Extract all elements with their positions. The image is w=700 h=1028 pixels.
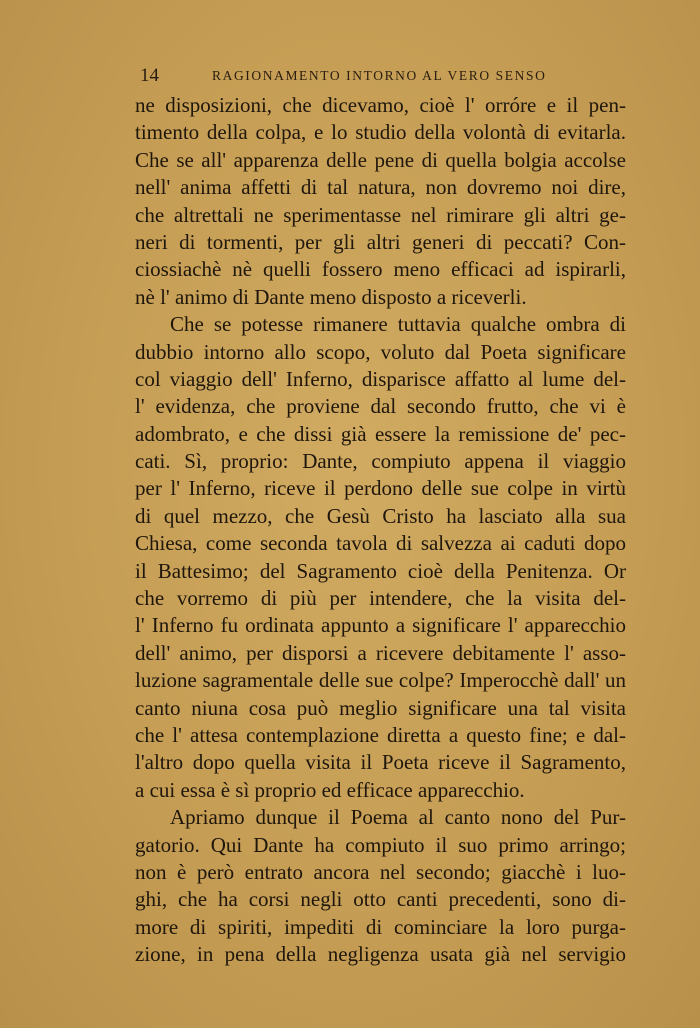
text-line: Che se all' apparenza delle pene di quella bolgia accolse xyxy=(135,147,626,172)
running-title: RAGIONAMENTO INTORNO AL VERO SENSO xyxy=(212,68,547,83)
text-line: che vorremo di più per intendere, che la visita del- xyxy=(135,586,626,611)
running-head xyxy=(140,64,620,88)
text-line: luzione sagramentale delle sue colpe? Imperocchè dall' un xyxy=(135,668,626,693)
text-line: che l' attesa contemplazione diretta a questo fine; e dal- xyxy=(135,722,626,747)
text-line: dubbio intorno allo scopo, voluto dal Poeta significare xyxy=(135,339,626,364)
text-line: per l' Inferno, riceve il perdono delle sue colpe in virtù xyxy=(135,476,626,501)
text-line: timento della colpa, e lo studio della volontà di evitarla. xyxy=(135,120,626,145)
text-line: more di spiriti, impediti di cominciare la loro purga- xyxy=(135,914,626,939)
page-number: 14 xyxy=(140,65,159,86)
text-line: l' evidenza, che proviene dal secondo frutto, che vi è xyxy=(135,394,626,419)
body-text xyxy=(135,92,626,969)
text-line: Apriamo dunque il Poema al canto nono del Pur- xyxy=(170,805,626,830)
text-line: Chiesa, come seconda tavola di salvezza ai caduti dopo xyxy=(135,531,626,556)
text-line: ciossiachè nè quelli fossero meno efficaci ad ispirarli, xyxy=(135,257,626,282)
text-line: nell' anima affetti di tal natura, non dovremo noi dire, xyxy=(135,175,626,200)
text-line: di quel mezzo, che Gesù Cristo ha lasciato alla sua xyxy=(135,503,626,528)
text-line: non è però entrato ancora nel secondo; giacchè i luo- xyxy=(135,859,626,884)
text-line: ghi, che ha corsi negli otto canti precedenti, sono di- xyxy=(135,887,626,912)
text-line: a cui essa è sì proprio ed efficace apparecchio. xyxy=(135,777,525,802)
text-line: Che se potesse rimanere tuttavia qualche ombra di xyxy=(170,312,626,337)
text-line: l' Inferno fu ordinata appunto a significare l' apparecchio xyxy=(135,613,626,638)
text-line: l'altro dopo quella visita il Poeta riceve il Sagramento, xyxy=(135,750,626,775)
text-line: col viaggio dell' Inferno, disparisce affatto al lume del- xyxy=(135,366,626,391)
text-line: neri di tormenti, per gli altri generi di peccati? Con- xyxy=(135,229,626,254)
text-line: cati. Sì, proprio: Dante, compiuto appena il viaggio xyxy=(135,449,626,474)
text-line: che altrettali ne sperimentasse nel rimirare gli altri ge- xyxy=(135,202,626,227)
text-line: il Battesimo; del Sagramento cioè della Penitenza. Or xyxy=(135,558,626,583)
text-line: gatorio. Qui Dante ha compiuto il suo primo arringo; xyxy=(135,832,626,857)
text-line: dell' animo, per disporsi a ricevere debitamente l' asso- xyxy=(135,640,626,665)
text-line: zione, in pena della negligenza usata già nel servigio xyxy=(135,942,626,967)
text-line: canto niuna cosa può meglio significare una tal visita xyxy=(135,695,626,720)
text-line: nè l' animo di Dante meno disposto a riceverli. xyxy=(135,284,527,309)
text-line: ne disposizioni, che dicevamo, cioè l' orróre e il pen- xyxy=(135,93,626,117)
text-line: adombrato, e che dissi già essere la remissione de' pec- xyxy=(135,421,626,446)
